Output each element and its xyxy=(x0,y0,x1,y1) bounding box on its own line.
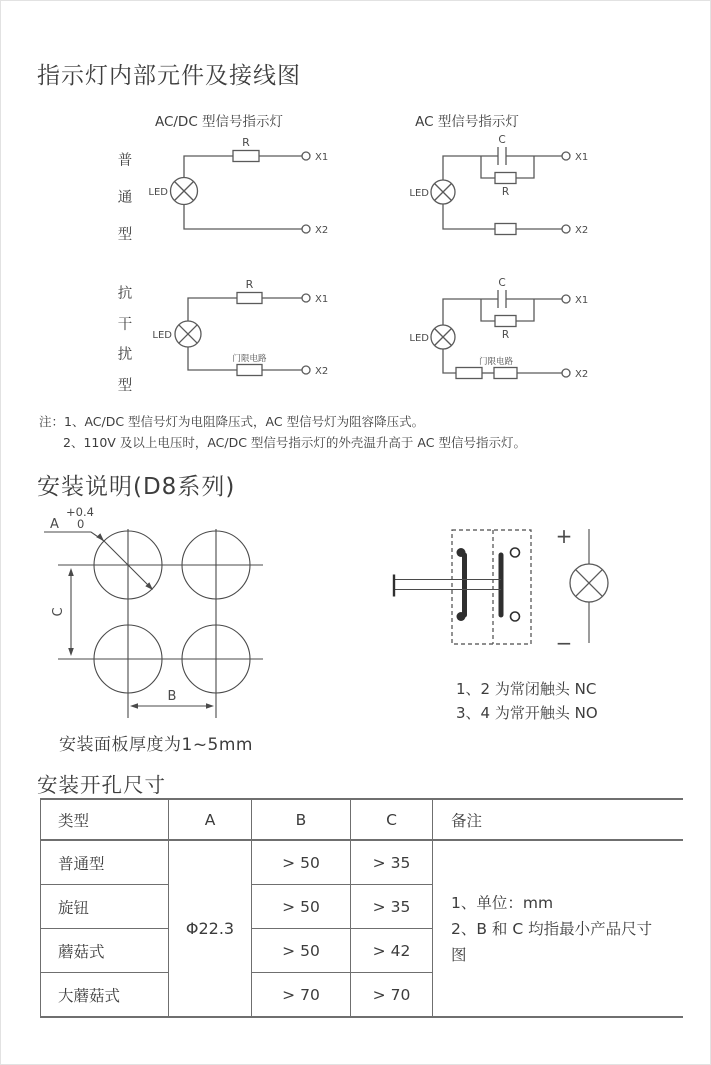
terminal-x2-label: X2 xyxy=(575,369,589,380)
contact-note-nc: 1、2 为常闭触头 NC xyxy=(456,680,597,698)
table-row xyxy=(41,840,683,885)
cell-type: 蘑菇式 xyxy=(41,929,169,973)
cell-b: > 50 xyxy=(252,840,351,885)
circuit-acdc-anti xyxy=(101,273,351,391)
series-resistor-symbol xyxy=(456,368,482,379)
cell-c: > 35 xyxy=(351,840,433,885)
led-label: LED xyxy=(148,187,168,198)
center-lines xyxy=(58,529,263,718)
cell-type: 大蘑菇式 xyxy=(41,973,169,1018)
wire xyxy=(481,156,495,178)
terminal-x1-label: X1 xyxy=(315,294,329,305)
nc-contact xyxy=(457,548,466,621)
row-label-anti-interference-type: 抗 干 扰 型 xyxy=(117,286,133,394)
threshold-circuit-label: 门限电路 xyxy=(232,354,267,364)
resistor-symbol xyxy=(495,224,516,235)
dim-b-arrow-right xyxy=(206,703,214,709)
wire xyxy=(481,299,495,321)
threshold-circuit-label: 门限电路 xyxy=(478,357,514,367)
resistor-label: R xyxy=(501,329,510,341)
cell-remarks-merged xyxy=(433,840,683,1017)
cell-c: > 35 xyxy=(351,885,433,929)
terminal-x1 xyxy=(302,152,310,160)
resistor-symbol xyxy=(237,293,262,304)
section-wiring-title: 指示灯内部元件及接线图 xyxy=(37,63,301,89)
resistor-symbol xyxy=(233,151,259,162)
column-header-acdc: AC/DC 型信号指示灯 xyxy=(154,114,284,130)
wire xyxy=(188,347,237,370)
led-icon xyxy=(431,325,455,349)
section-install-title: 安装说明(D8系列) xyxy=(37,474,236,500)
cell-b: > 50 xyxy=(252,929,351,973)
contact-note-no: 3、4 为常开触头 NO xyxy=(456,703,598,722)
terminal-x1-label: X1 xyxy=(575,152,589,163)
header-a: A xyxy=(169,799,252,840)
dim-c-arrow-down xyxy=(68,648,74,656)
cell-a-merged: Φ22.3 xyxy=(169,840,252,1017)
contact-block-drawing xyxy=(386,519,666,654)
dim-a-tolerance-upper: +0.4 xyxy=(66,505,94,519)
row-label-normal-type: 普 通 型 xyxy=(117,153,133,243)
panel-thickness-note: 安装面板厚度为1~5mm xyxy=(59,735,253,755)
dim-b-label: B xyxy=(167,689,177,704)
header-remarks: 备注 xyxy=(433,799,683,840)
terminal-x1-label: X1 xyxy=(315,152,329,163)
terminal-x2-label: X2 xyxy=(315,225,329,236)
threshold-circuit-symbol xyxy=(494,368,517,379)
resistor-symbol xyxy=(495,316,516,327)
dim-c-arrow-up xyxy=(68,568,74,576)
threshold-circuit-symbol xyxy=(237,365,262,376)
wire xyxy=(184,156,233,178)
mounting-holes-drawing xyxy=(36,501,326,726)
terminal-x2 xyxy=(302,225,310,233)
hole-circles xyxy=(94,531,250,693)
led-label: LED xyxy=(152,330,172,341)
polarity-plus-label: + xyxy=(555,524,573,548)
terminal-x1 xyxy=(562,152,570,160)
wire xyxy=(443,349,456,373)
terminal-x2-label: X2 xyxy=(575,225,589,236)
dim-b-arrow-left xyxy=(130,703,138,709)
capacitor-symbol xyxy=(498,147,506,165)
circuit-ac-anti xyxy=(391,273,651,391)
terminal-x2 xyxy=(562,369,570,377)
circuit-acdc-normal xyxy=(101,129,351,241)
capacitor-label: C xyxy=(498,277,506,289)
wire xyxy=(443,204,495,229)
led-icon xyxy=(171,178,198,205)
header-type: 类型 xyxy=(41,799,169,840)
wire xyxy=(188,298,237,321)
cell-type: 普通型 xyxy=(41,840,169,885)
leader-arrowhead xyxy=(96,533,104,541)
capacitor-symbol xyxy=(498,290,506,308)
resistor-label: R xyxy=(242,136,250,149)
cell-type: 旋钮 xyxy=(41,885,169,929)
terminal-x1-label: X1 xyxy=(575,295,589,306)
terminal-x2-label: X2 xyxy=(315,366,329,377)
terminal-x1 xyxy=(562,295,570,303)
wire xyxy=(516,156,534,178)
no-contact xyxy=(501,548,520,621)
terminal-x2 xyxy=(302,366,310,374)
terminal-x2 xyxy=(562,225,570,233)
wiring-note-2: 2、110V 及以上电压时，AC/DC 型信号指示灯的外壳温升高于 AC 型信号指示灯。 xyxy=(63,435,526,450)
header-b: B xyxy=(252,799,351,840)
remark-unit: 1、单位：mm xyxy=(451,893,554,912)
terminal-x1 xyxy=(302,294,310,302)
cell-b: > 70 xyxy=(252,973,351,1018)
lamp-icon xyxy=(570,529,608,643)
polarity-minus-label: − xyxy=(555,631,573,655)
led-label: LED xyxy=(409,188,429,199)
section-holes-title: 安装开孔尺寸 xyxy=(37,773,166,797)
led-icon xyxy=(431,180,455,204)
table-header-row xyxy=(41,799,683,840)
wire xyxy=(443,156,498,180)
resistor-label: R xyxy=(501,186,510,198)
dim-a-label: A xyxy=(50,517,59,532)
led-label: LED xyxy=(409,333,429,344)
leader-line xyxy=(44,532,104,541)
cell-c: > 42 xyxy=(351,929,433,973)
actuator-shaft xyxy=(394,575,501,597)
dim-c-label: C xyxy=(51,607,66,617)
wire xyxy=(516,299,534,321)
cell-b: > 50 xyxy=(252,885,351,929)
header-c: C xyxy=(351,799,433,840)
holes-table xyxy=(40,798,683,1018)
dim-a-tolerance-lower: 0 xyxy=(77,517,85,531)
led-icon xyxy=(175,321,201,347)
remark-min-size: 2、B 和 C 均指最小产品尺寸图 xyxy=(451,919,653,964)
column-header-ac: AC 型信号指示灯 xyxy=(415,114,519,130)
cell-c: > 70 xyxy=(351,973,433,1018)
contact-notes xyxy=(456,678,598,725)
circuit-ac-normal xyxy=(391,129,651,241)
capacitor-label: C xyxy=(498,134,506,146)
resistor-symbol xyxy=(495,173,516,184)
resistor-label: R xyxy=(245,278,254,291)
wire xyxy=(184,205,302,230)
wiring-note-1: 注：1、AC/DC 型信号灯为电阻降压式，AC 型信号灯为阻容降压式。 xyxy=(39,414,425,429)
